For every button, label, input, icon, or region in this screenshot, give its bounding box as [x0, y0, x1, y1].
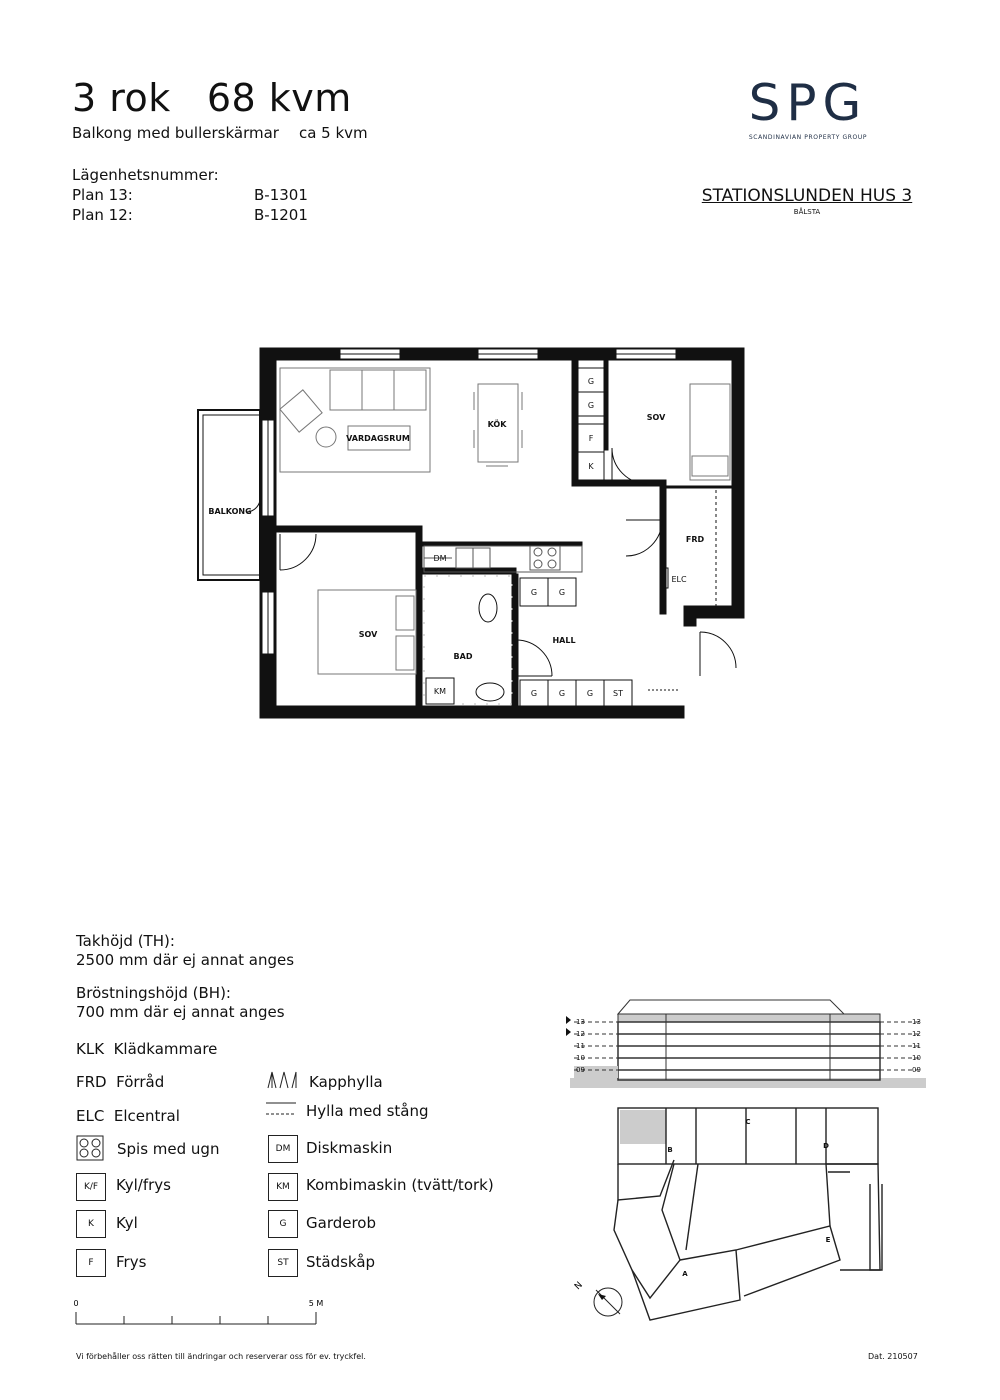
- drawing-date: Dat. 210507: [868, 1352, 918, 1361]
- legend-label: Kyl: [116, 1214, 138, 1232]
- shelf-rod-icon: [266, 1102, 296, 1116]
- sill-height-title: Bröstningshöjd (BH):: [76, 984, 231, 1002]
- north-arrow-icon: [573, 1280, 622, 1316]
- stove-label: Spis med ugn: [117, 1140, 220, 1158]
- km-label: KM: [433, 687, 447, 696]
- floor-label: 09: [912, 1066, 921, 1074]
- entrance-b-label: B: [667, 1146, 673, 1154]
- wardrobe-label: G: [558, 588, 566, 597]
- room-label-balcony: BALKONG: [208, 507, 252, 516]
- coat-shelf-icon: [266, 1070, 300, 1090]
- legend-label: Klädkammare: [113, 1040, 218, 1058]
- apartment-number-label: Lägenhetsnummer:: [72, 166, 219, 184]
- floor-label: 10: [912, 1054, 921, 1062]
- cleaning-cabinet-label: ST: [613, 689, 623, 698]
- wardrobe-symbol: G: [268, 1210, 298, 1238]
- logo-subtitle: SCANDINAVIAN PROPERTY GROUP: [748, 134, 868, 141]
- ceiling-height-title: Takhöjd (TH):: [76, 932, 175, 950]
- balcony-info: [72, 124, 368, 142]
- project-name: STATIONSLUNDEN HUS 3: [701, 186, 913, 206]
- wardrobe-label: G: [587, 401, 595, 410]
- floor-label: 10: [576, 1054, 585, 1062]
- legend-label: Frys: [116, 1253, 147, 1271]
- room-label-living: VARDAGSRUM: [346, 434, 410, 443]
- entrance-d-label: D: [823, 1142, 829, 1150]
- room-label-bedroom-1: SOV: [646, 413, 666, 422]
- wardrobe-label: G: [586, 689, 594, 698]
- floor-label: 12: [912, 1030, 921, 1038]
- wardrobe-label: G: [587, 377, 595, 386]
- balcony-area: ca 5 kvm: [298, 124, 368, 142]
- legend-code: FRD: [76, 1073, 107, 1091]
- floor-label: Plan 12:: [72, 206, 133, 224]
- fridge-symbol: K: [76, 1210, 106, 1238]
- room-label-kitchen: KÖK: [487, 420, 507, 429]
- scale-end: 5 M: [308, 1299, 324, 1308]
- apartment-number: B-1201: [254, 206, 308, 224]
- floor-plan: [190, 340, 760, 730]
- legend-item: [76, 1073, 164, 1091]
- elc-label: ELC: [671, 575, 687, 584]
- floor-label: 13: [912, 1018, 921, 1026]
- legend-label: Förråd: [116, 1073, 165, 1091]
- legend-label: Kyl/frys: [116, 1176, 171, 1194]
- sill-height-info: [76, 984, 285, 1022]
- north-label: N: [573, 1280, 585, 1293]
- apartment-row: [72, 206, 372, 224]
- room-count: 3 rok: [72, 76, 171, 120]
- room-label-storage: FRD: [685, 535, 705, 544]
- legend-code: KLK: [76, 1040, 105, 1058]
- freezer-symbol: F: [76, 1249, 106, 1277]
- logo-mark: SPG: [748, 74, 868, 132]
- site-plan: [570, 1100, 890, 1332]
- fridge-label: K: [588, 462, 594, 471]
- room-label-hall: HALL: [552, 636, 576, 645]
- legend-item: [76, 1040, 217, 1058]
- sill-height-value: 700 mm där ej annat anges: [76, 1003, 285, 1021]
- floor-label: Plan 13:: [72, 186, 133, 204]
- floor-label: 13: [576, 1018, 585, 1026]
- floor-label: 11: [576, 1042, 585, 1050]
- scale-bar: [70, 1296, 332, 1330]
- room-label-bath: BAD: [453, 652, 473, 661]
- floor-label: 11: [912, 1042, 921, 1050]
- ceiling-height-value: 2500 mm där ej annat anges: [76, 951, 295, 969]
- project-location: BÅLSTA: [793, 208, 821, 216]
- apartment-area: 68 kvm: [206, 76, 352, 120]
- legend-label: Diskmaskin: [306, 1139, 393, 1157]
- floor-label: 12: [576, 1030, 585, 1038]
- legend-code: ELC: [76, 1107, 105, 1125]
- wardrobe-label: G: [530, 588, 538, 597]
- legend-label: Elcentral: [113, 1107, 180, 1125]
- entrance-e-label: E: [825, 1236, 831, 1244]
- disclaimer: Vi förbehåller oss rätten till ändringar och reserverar oss för ev. tryckfel.: [76, 1352, 366, 1361]
- legend-label: Garderob: [306, 1214, 377, 1232]
- washer-dryer-symbol: KM: [268, 1173, 298, 1201]
- stove-icon: [76, 1135, 106, 1163]
- page-title: [72, 76, 352, 120]
- spg-logo: [728, 74, 888, 141]
- balcony-description: Balkong med bullerskärmar: [72, 124, 279, 142]
- scale-start: 0: [73, 1299, 79, 1308]
- dm-label: DM: [433, 554, 447, 563]
- legend-item: [76, 1107, 180, 1125]
- legend-label: Städskåp: [306, 1253, 376, 1271]
- ceiling-height-info: [76, 932, 294, 970]
- wardrobe-label: G: [558, 689, 566, 698]
- freezer-label: F: [588, 434, 594, 443]
- legend-label: Kombimaskin (tvätt/tork): [306, 1176, 494, 1194]
- legend-label: Hylla med stång: [306, 1102, 429, 1120]
- building-section: [560, 996, 930, 1096]
- cleaning-cabinet-symbol: ST: [268, 1249, 298, 1277]
- legend-label: Kapphylla: [309, 1073, 383, 1091]
- apartment-row: [72, 186, 372, 204]
- room-label-bedroom-2: SOV: [358, 630, 378, 639]
- wardrobe-label: G: [530, 689, 538, 698]
- dishwasher-symbol: DM: [268, 1135, 298, 1163]
- fridge-freezer-symbol: K/F: [76, 1173, 106, 1201]
- entrance-c-label: C: [745, 1118, 751, 1126]
- entrance-a-label: A: [682, 1270, 688, 1278]
- floor-label: 09: [576, 1066, 585, 1074]
- apartment-number: B-1301: [254, 186, 308, 204]
